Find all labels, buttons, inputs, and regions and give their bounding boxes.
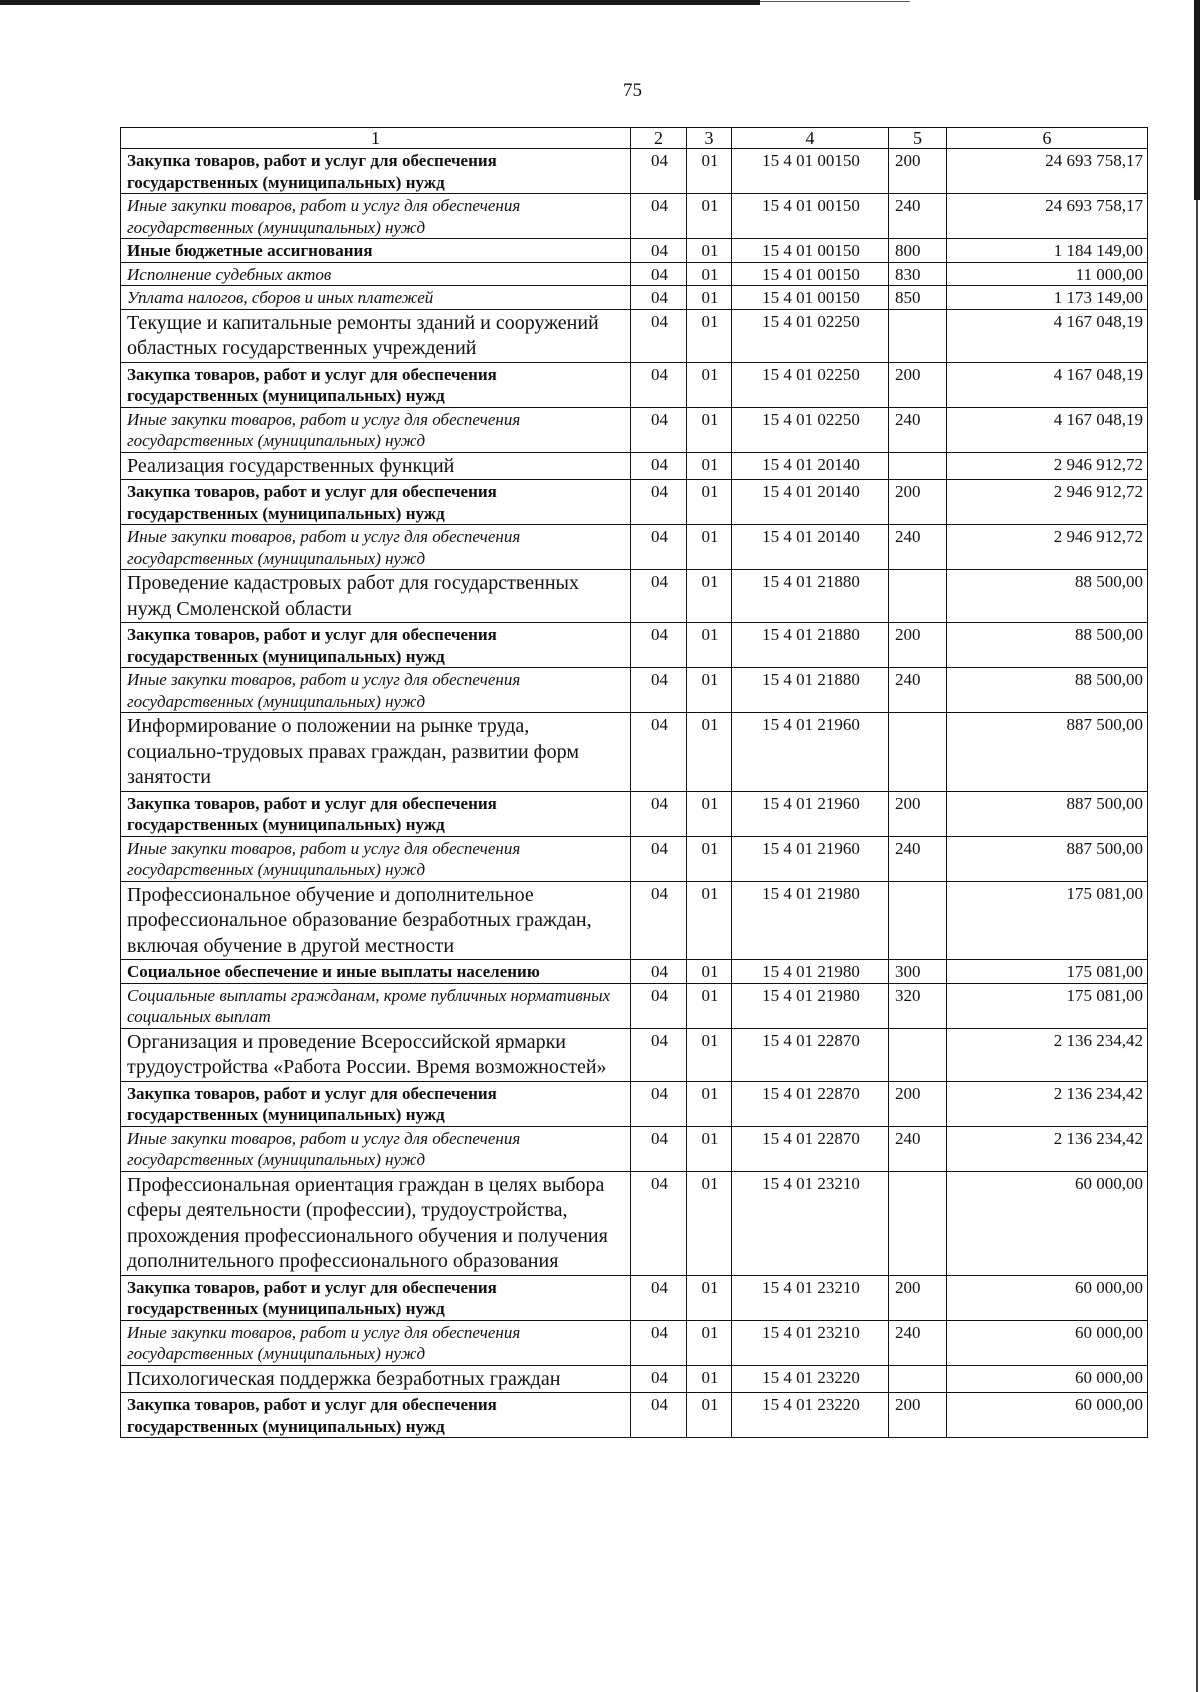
row-name-cell: Закупка товаров, работ и услуг для обеспечения государственных (муниципальных) нужд bbox=[121, 480, 631, 525]
row-expense-type-cell bbox=[889, 1028, 947, 1081]
row-amount-cell: 4 167 048,19 bbox=[947, 309, 1148, 362]
row-amount-cell: 11 000,00 bbox=[947, 262, 1148, 286]
row-section-cell: 04 bbox=[631, 1028, 687, 1081]
table-row bbox=[121, 149, 1148, 194]
row-name-cell: Закупка товаров, работ и услуг для обеспечения государственных (муниципальных) нужд bbox=[121, 362, 631, 407]
row-subsection-cell: 01 bbox=[687, 1081, 732, 1126]
row-target-article-cell: 15 4 01 00150 bbox=[732, 149, 889, 194]
table-row bbox=[121, 960, 1148, 984]
row-expense-type-cell: 830 bbox=[889, 262, 947, 286]
row-section-cell: 04 bbox=[631, 983, 687, 1028]
row-section-cell: 04 bbox=[631, 1081, 687, 1126]
row-name-cell: Социальные выплаты гражданам, кроме публичных нормативных социальных выплат bbox=[121, 983, 631, 1028]
row-section-cell: 04 bbox=[631, 362, 687, 407]
row-amount-cell: 4 167 048,19 bbox=[947, 362, 1148, 407]
row-section-cell: 04 bbox=[631, 570, 687, 623]
row-amount-cell: 60 000,00 bbox=[947, 1275, 1148, 1320]
row-section-cell: 04 bbox=[631, 309, 687, 362]
row-name-cell: Психологическая поддержка безработных граждан bbox=[121, 1365, 631, 1393]
row-expense-type-cell: 240 bbox=[889, 194, 947, 239]
row-subsection-cell: 01 bbox=[687, 1171, 732, 1275]
row-subsection-cell: 01 bbox=[687, 1320, 732, 1365]
row-target-article-cell: 15 4 01 21960 bbox=[732, 713, 889, 792]
row-name-cell: Закупка товаров, работ и услуг для обеспечения государственных (муниципальных) нужд bbox=[121, 1275, 631, 1320]
row-target-article-cell: 15 4 01 23210 bbox=[732, 1171, 889, 1275]
row-subsection-cell: 01 bbox=[687, 960, 732, 984]
row-name-cell: Иные закупки товаров, работ и услуг для обеспечения государственных (муниципальных) нужд bbox=[121, 1320, 631, 1365]
row-expense-type-cell: 320 bbox=[889, 983, 947, 1028]
row-name-cell: Проведение кадастровых работ для государственных нужд Смоленской области bbox=[121, 570, 631, 623]
row-amount-cell: 60 000,00 bbox=[947, 1171, 1148, 1275]
row-target-article-cell: 15 4 01 00150 bbox=[732, 194, 889, 239]
row-subsection-cell: 01 bbox=[687, 407, 732, 452]
row-target-article-cell: 15 4 01 23210 bbox=[732, 1320, 889, 1365]
row-subsection-cell: 01 bbox=[687, 362, 732, 407]
row-name-cell: Закупка товаров, работ и услуг для обеспечения государственных (муниципальных) нужд bbox=[121, 1393, 631, 1438]
row-subsection-cell: 01 bbox=[687, 480, 732, 525]
row-subsection-cell: 01 bbox=[687, 791, 732, 836]
row-target-article-cell: 15 4 01 22870 bbox=[732, 1081, 889, 1126]
row-section-cell: 04 bbox=[631, 194, 687, 239]
row-name-cell: Информирование о положении на рынке труда, социально-трудовых правах граждан, развитии форм занятости bbox=[121, 713, 631, 792]
row-section-cell: 04 bbox=[631, 239, 687, 263]
header-col-3: 3 bbox=[687, 128, 732, 149]
row-name-cell: Закупка товаров, работ и услуг для обеспечения государственных (муниципальных) нужд bbox=[121, 149, 631, 194]
row-expense-type-cell: 240 bbox=[889, 407, 947, 452]
table-header-row bbox=[121, 128, 1148, 149]
table-row bbox=[121, 570, 1148, 623]
row-amount-cell: 88 500,00 bbox=[947, 570, 1148, 623]
row-subsection-cell: 01 bbox=[687, 286, 732, 310]
table-row bbox=[121, 525, 1148, 570]
row-target-article-cell: 15 4 01 21960 bbox=[732, 836, 889, 881]
row-target-article-cell: 15 4 01 00150 bbox=[732, 262, 889, 286]
row-target-article-cell: 15 4 01 20140 bbox=[732, 480, 889, 525]
row-section-cell: 04 bbox=[631, 1171, 687, 1275]
table-body bbox=[121, 149, 1148, 1438]
row-section-cell: 04 bbox=[631, 407, 687, 452]
row-subsection-cell: 01 bbox=[687, 149, 732, 194]
row-amount-cell: 1 184 149,00 bbox=[947, 239, 1148, 263]
row-section-cell: 04 bbox=[631, 480, 687, 525]
row-amount-cell: 2 946 912,72 bbox=[947, 525, 1148, 570]
row-name-cell: Иные бюджетные ассигнования bbox=[121, 239, 631, 263]
row-target-article-cell: 15 4 01 00150 bbox=[732, 286, 889, 310]
table-row bbox=[121, 262, 1148, 286]
row-section-cell: 04 bbox=[631, 623, 687, 668]
row-name-cell: Иные закупки товаров, работ и услуг для обеспечения государственных (муниципальных) нужд bbox=[121, 668, 631, 713]
row-name-cell: Закупка товаров, работ и услуг для обеспечения государственных (муниципальных) нужд bbox=[121, 1081, 631, 1126]
table-row bbox=[121, 1081, 1148, 1126]
row-amount-cell: 2 136 234,42 bbox=[947, 1028, 1148, 1081]
row-name-cell: Иные закупки товаров, работ и услуг для обеспечения государственных (муниципальных) нужд bbox=[121, 525, 631, 570]
table-row bbox=[121, 480, 1148, 525]
table-row bbox=[121, 1028, 1148, 1081]
row-section-cell: 04 bbox=[631, 1393, 687, 1438]
row-section-cell: 04 bbox=[631, 262, 687, 286]
row-amount-cell: 887 500,00 bbox=[947, 791, 1148, 836]
row-amount-cell: 175 081,00 bbox=[947, 983, 1148, 1028]
row-section-cell: 04 bbox=[631, 668, 687, 713]
row-expense-type-cell: 200 bbox=[889, 1393, 947, 1438]
scan-edge-top-thin bbox=[760, 1, 910, 2]
row-amount-cell: 88 500,00 bbox=[947, 668, 1148, 713]
header-col-2: 2 bbox=[631, 128, 687, 149]
row-expense-type-cell: 200 bbox=[889, 623, 947, 668]
row-amount-cell: 4 167 048,19 bbox=[947, 407, 1148, 452]
row-expense-type-cell bbox=[889, 570, 947, 623]
row-expense-type-cell: 200 bbox=[889, 1275, 947, 1320]
scan-edge-top bbox=[0, 0, 760, 5]
row-subsection-cell: 01 bbox=[687, 836, 732, 881]
row-section-cell: 04 bbox=[631, 836, 687, 881]
row-section-cell: 04 bbox=[631, 525, 687, 570]
row-subsection-cell: 01 bbox=[687, 1028, 732, 1081]
row-target-article-cell: 15 4 01 21980 bbox=[732, 881, 889, 960]
row-expense-type-cell: 200 bbox=[889, 362, 947, 407]
row-subsection-cell: 01 bbox=[687, 194, 732, 239]
row-amount-cell: 887 500,00 bbox=[947, 836, 1148, 881]
row-target-article-cell: 15 4 01 20140 bbox=[732, 452, 889, 480]
row-amount-cell: 175 081,00 bbox=[947, 881, 1148, 960]
row-section-cell: 04 bbox=[631, 452, 687, 480]
row-amount-cell: 175 081,00 bbox=[947, 960, 1148, 984]
row-section-cell: 04 bbox=[631, 1365, 687, 1393]
row-target-article-cell: 15 4 01 23220 bbox=[732, 1365, 889, 1393]
row-subsection-cell: 01 bbox=[687, 525, 732, 570]
row-name-cell: Организация и проведение Всероссийской ярмарки трудоустройства «Работа России. Время возможностей» bbox=[121, 1028, 631, 1081]
row-expense-type-cell: 200 bbox=[889, 149, 947, 194]
header-col-4: 4 bbox=[732, 128, 889, 149]
row-subsection-cell: 01 bbox=[687, 309, 732, 362]
row-target-article-cell: 15 4 01 00150 bbox=[732, 239, 889, 263]
header-col-6: 6 bbox=[947, 128, 1148, 149]
row-amount-cell: 2 946 912,72 bbox=[947, 452, 1148, 480]
row-amount-cell: 60 000,00 bbox=[947, 1320, 1148, 1365]
row-section-cell: 04 bbox=[631, 286, 687, 310]
row-section-cell: 04 bbox=[631, 791, 687, 836]
table-row bbox=[121, 836, 1148, 881]
row-expense-type-cell: 850 bbox=[889, 286, 947, 310]
row-subsection-cell: 01 bbox=[687, 668, 732, 713]
table-row bbox=[121, 309, 1148, 362]
row-target-article-cell: 15 4 01 22870 bbox=[732, 1126, 889, 1171]
row-section-cell: 04 bbox=[631, 1126, 687, 1171]
row-subsection-cell: 01 bbox=[687, 1275, 732, 1320]
row-expense-type-cell: 200 bbox=[889, 1081, 947, 1126]
row-target-article-cell: 15 4 01 21980 bbox=[732, 983, 889, 1028]
row-amount-cell: 2 136 234,42 bbox=[947, 1081, 1148, 1126]
row-subsection-cell: 01 bbox=[687, 570, 732, 623]
row-expense-type-cell: 300 bbox=[889, 960, 947, 984]
row-target-article-cell: 15 4 01 02250 bbox=[732, 309, 889, 362]
row-target-article-cell: 15 4 01 21880 bbox=[732, 668, 889, 713]
table-row bbox=[121, 286, 1148, 310]
row-expense-type-cell bbox=[889, 309, 947, 362]
row-subsection-cell: 01 bbox=[687, 881, 732, 960]
row-target-article-cell: 15 4 01 21980 bbox=[732, 960, 889, 984]
row-subsection-cell: 01 bbox=[687, 239, 732, 263]
row-expense-type-cell bbox=[889, 713, 947, 792]
row-subsection-cell: 01 bbox=[687, 983, 732, 1028]
row-target-article-cell: 15 4 01 23210 bbox=[732, 1275, 889, 1320]
row-target-article-cell: 15 4 01 21880 bbox=[732, 570, 889, 623]
table-row bbox=[121, 1126, 1148, 1171]
row-target-article-cell: 15 4 01 02250 bbox=[732, 407, 889, 452]
row-name-cell: Профессиональное обучение и дополнительное профессиональное образование безработных граждан, включая обучение в другой местности bbox=[121, 881, 631, 960]
row-amount-cell: 24 693 758,17 bbox=[947, 194, 1148, 239]
row-expense-type-cell bbox=[889, 1365, 947, 1393]
table-row bbox=[121, 1275, 1148, 1320]
table-row bbox=[121, 623, 1148, 668]
row-section-cell: 04 bbox=[631, 149, 687, 194]
row-name-cell: Иные закупки товаров, работ и услуг для обеспечения государственных (муниципальных) нужд bbox=[121, 194, 631, 239]
row-section-cell: 04 bbox=[631, 960, 687, 984]
row-target-article-cell: 15 4 01 22870 bbox=[732, 1028, 889, 1081]
row-name-cell: Уплата налогов, сборов и иных платежей bbox=[121, 286, 631, 310]
row-expense-type-cell bbox=[889, 1171, 947, 1275]
row-expense-type-cell: 800 bbox=[889, 239, 947, 263]
row-section-cell: 04 bbox=[631, 713, 687, 792]
table-row bbox=[121, 1365, 1148, 1393]
row-amount-cell: 88 500,00 bbox=[947, 623, 1148, 668]
table-row bbox=[121, 362, 1148, 407]
row-amount-cell: 1 173 149,00 bbox=[947, 286, 1148, 310]
row-amount-cell: 887 500,00 bbox=[947, 713, 1148, 792]
row-amount-cell: 24 693 758,17 bbox=[947, 149, 1148, 194]
row-name-cell: Иные закупки товаров, работ и услуг для обеспечения государственных (муниципальных) нужд bbox=[121, 407, 631, 452]
row-name-cell: Закупка товаров, работ и услуг для обеспечения государственных (муниципальных) нужд bbox=[121, 791, 631, 836]
scan-edge-right-thin bbox=[1196, 200, 1198, 1692]
row-section-cell: 04 bbox=[631, 1320, 687, 1365]
row-name-cell: Текущие и капитальные ремонты зданий и сооружений областных государственных учреждений bbox=[121, 309, 631, 362]
row-expense-type-cell: 240 bbox=[889, 525, 947, 570]
table-row bbox=[121, 194, 1148, 239]
row-section-cell: 04 bbox=[631, 881, 687, 960]
table-row bbox=[121, 239, 1148, 263]
row-target-article-cell: 15 4 01 02250 bbox=[732, 362, 889, 407]
row-expense-type-cell bbox=[889, 881, 947, 960]
row-target-article-cell: 15 4 01 21960 bbox=[732, 791, 889, 836]
row-expense-type-cell: 240 bbox=[889, 1126, 947, 1171]
row-expense-type-cell: 200 bbox=[889, 791, 947, 836]
budget-table bbox=[120, 127, 1148, 1438]
table-row bbox=[121, 452, 1148, 480]
row-subsection-cell: 01 bbox=[687, 1365, 732, 1393]
row-expense-type-cell: 240 bbox=[889, 668, 947, 713]
table-row bbox=[121, 407, 1148, 452]
row-subsection-cell: 01 bbox=[687, 262, 732, 286]
table-row bbox=[121, 1393, 1148, 1438]
row-expense-type-cell: 240 bbox=[889, 1320, 947, 1365]
row-name-cell: Социальное обеспечение и иные выплаты населению bbox=[121, 960, 631, 984]
row-name-cell: Профессиональная ориентация граждан в целях выбора сферы деятельности (профессии), трудоустройства, прохождения профессионального обучения и получения дополнительного профессионального образования bbox=[121, 1171, 631, 1275]
header-col-1: 1 bbox=[121, 128, 631, 149]
row-name-cell: Реализация государственных функций bbox=[121, 452, 631, 480]
table-row bbox=[121, 713, 1148, 792]
row-name-cell: Иные закупки товаров, работ и услуг для обеспечения государственных (муниципальных) нужд bbox=[121, 1126, 631, 1171]
row-subsection-cell: 01 bbox=[687, 713, 732, 792]
table-row bbox=[121, 1320, 1148, 1365]
table-row bbox=[121, 983, 1148, 1028]
row-target-article-cell: 15 4 01 20140 bbox=[732, 525, 889, 570]
table-row bbox=[121, 881, 1148, 960]
row-subsection-cell: 01 bbox=[687, 1393, 732, 1438]
page-number: 75 bbox=[623, 80, 642, 101]
table-row bbox=[121, 791, 1148, 836]
row-amount-cell: 2 946 912,72 bbox=[947, 480, 1148, 525]
row-subsection-cell: 01 bbox=[687, 452, 732, 480]
header-col-5: 5 bbox=[889, 128, 947, 149]
table-row bbox=[121, 668, 1148, 713]
row-name-cell: Закупка товаров, работ и услуг для обеспечения государственных (муниципальных) нужд bbox=[121, 623, 631, 668]
row-section-cell: 04 bbox=[631, 1275, 687, 1320]
row-expense-type-cell bbox=[889, 452, 947, 480]
row-subsection-cell: 01 bbox=[687, 1126, 732, 1171]
row-target-article-cell: 15 4 01 23220 bbox=[732, 1393, 889, 1438]
row-amount-cell: 60 000,00 bbox=[947, 1393, 1148, 1438]
row-expense-type-cell: 200 bbox=[889, 480, 947, 525]
row-expense-type-cell: 240 bbox=[889, 836, 947, 881]
row-amount-cell: 60 000,00 bbox=[947, 1365, 1148, 1393]
row-name-cell: Иные закупки товаров, работ и услуг для обеспечения государственных (муниципальных) нужд bbox=[121, 836, 631, 881]
row-target-article-cell: 15 4 01 21880 bbox=[732, 623, 889, 668]
table-row bbox=[121, 1171, 1148, 1275]
row-name-cell: Исполнение судебных актов bbox=[121, 262, 631, 286]
row-amount-cell: 2 136 234,42 bbox=[947, 1126, 1148, 1171]
row-subsection-cell: 01 bbox=[687, 623, 732, 668]
